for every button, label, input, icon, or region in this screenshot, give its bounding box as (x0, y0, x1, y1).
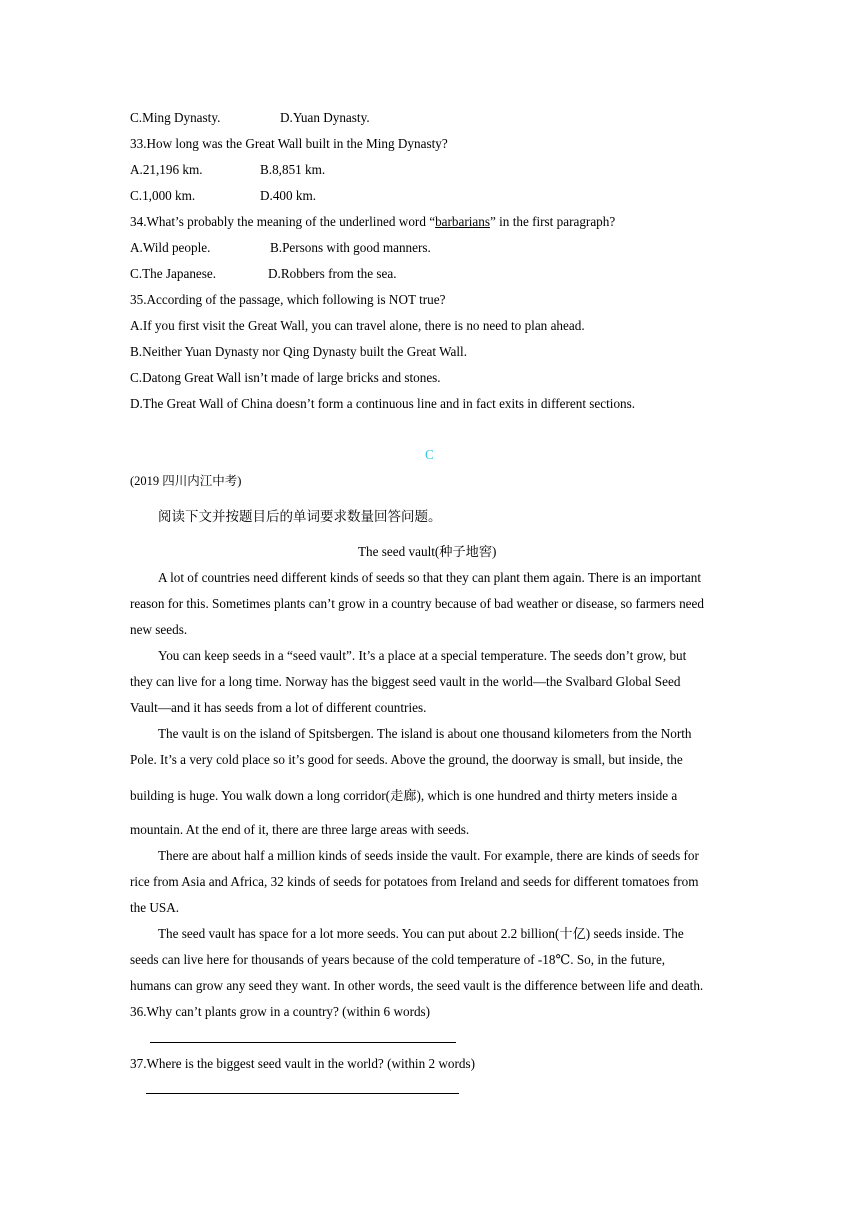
passage-line: new seeds. (130, 622, 188, 637)
q37-answer-line[interactable] (146, 1093, 459, 1094)
passage-line: mountain. At the end of it, there are three large areas with seeds. (130, 822, 470, 837)
q34-stem-post: ” in the first paragraph? (489, 214, 616, 229)
q34-stem-pre: 34.What’s probably the meaning of the underlined word “ (130, 214, 436, 229)
section-source: (2019 四川内江中考) (130, 474, 242, 488)
q36-stem: 36.Why can’t plants grow in a country? (within 6 words) (130, 1004, 431, 1019)
passage-line: the USA. (130, 900, 180, 915)
q35-option-c: C.Datong Great Wall isn’t made of large bricks and stones. (130, 370, 441, 385)
q35-option-a: A.If you first visit the Great Wall, you can travel alone, there is no need to plan ahead. (130, 318, 585, 333)
q33-option-c: C.1,000 km. (130, 188, 196, 203)
q34-option-a: A.Wild people. (130, 240, 211, 255)
q36-answer-line[interactable] (150, 1042, 456, 1043)
q34-option-b: B.Persons with good manners. (270, 240, 431, 255)
q33-stem: 33.How long was the Great Wall built in the Ming Dynasty? (130, 136, 448, 151)
q33-option-b: B.8,851 km. (260, 162, 326, 177)
q34-option-c: C.The Japanese. (130, 266, 217, 281)
underlined-word: barbarians (435, 214, 490, 229)
passage-line: There are about half a million kinds of seeds inside the vault. For example, there are kinds of seeds for (158, 848, 699, 863)
passage-line: seeds can live here for thousands of years because of the cold temperature of -18℃. So, in the future, (130, 952, 666, 967)
passage-line: The vault is on the island of Spitsbergen. The island is about one thousand kilometers from the North (158, 726, 692, 741)
q33-option-a: A.21,196 km. (130, 162, 203, 177)
q33-option-d: D.400 km. (260, 188, 317, 203)
passage-line: You can keep seeds in a “seed vault”. It’s a place at a special temperature. The seeds don’t grow, but (158, 648, 687, 663)
passage-line: building is huge. You walk down a long corridor(走廊), which is one hundred and thirty meters inside a (130, 788, 678, 803)
passage-line: humans can grow any seed they want. In other words, the seed vault is the difference between life and death. (130, 978, 704, 993)
passage-line: Vault—and it has seeds from a lot of different countries. (130, 700, 427, 715)
section-letter: C (425, 447, 434, 462)
passage-line: A lot of countries need different kinds of seeds so that they can plant them again. There is an important (158, 570, 701, 585)
section-instruction: 阅读下文并按题目后的单词要求数量回答问题。 (158, 509, 442, 525)
passage-title: The seed vault(种子地窖) (358, 544, 497, 559)
passage-line: they can live for a long time. Norway has the biggest seed vault in the world—the Svalbard Global Seed (130, 674, 681, 689)
q32-option-c: C.Ming Dynasty. (130, 110, 221, 125)
q35-option-b: B.Neither Yuan Dynasty nor Qing Dynasty built the Great Wall. (130, 344, 467, 359)
passage-line: reason for this. Sometimes plants can’t grow in a country because of bad weather or disease, so farmers need (130, 596, 704, 611)
passage-line: The seed vault has space for a lot more seeds. You can put about 2.2 billion(十亿) seeds inside. The (158, 926, 684, 941)
passage-line: rice from Asia and Africa, 32 kinds of seeds for potatoes from Ireland and seeds for different tomatoes from (130, 874, 699, 889)
q35-stem: 35.According of the passage, which following is NOT true? (130, 292, 446, 307)
passage-line: Pole. It’s a very cold place so it’s good for seeds. Above the ground, the doorway is small, but inside, the (130, 752, 683, 767)
q35-option-d: D.The Great Wall of China doesn’t form a continuous line and in fact exits in different sections. (130, 396, 636, 411)
q34-stem (130, 213, 615, 231)
q34-option-d: D.Robbers from the sea. (268, 266, 397, 281)
q32-option-d: D.Yuan Dynasty. (280, 110, 370, 125)
q37-stem: 37.Where is the biggest seed vault in the world? (within 2 words) (130, 1056, 475, 1071)
